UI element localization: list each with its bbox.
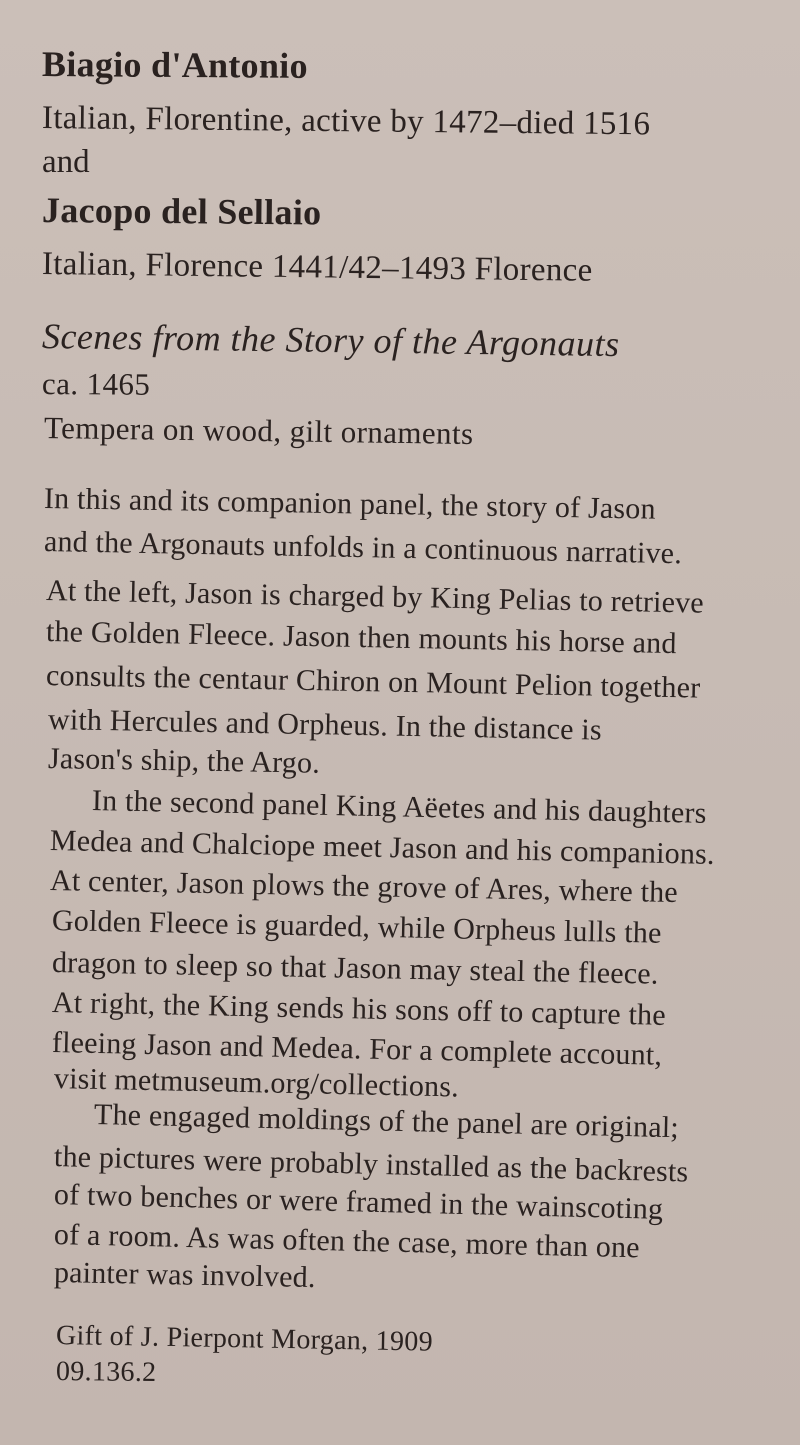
description-line-13: At right, the King sends his sons off to capture the (51, 986, 667, 1032)
description-line-19: of a room. As was often the case, more than one (53, 1218, 641, 1265)
description-line-11: Golden Fleece is guarded, while Orpheus lulls the (51, 904, 662, 950)
description-line-14: fleeing Jason and Medea. For a complete account, (51, 1026, 663, 1072)
artwork-medium: Tempera on wood, gilt ornaments (43, 410, 474, 451)
description-line-10: At center, Jason plows the grove of Ares, where the (49, 864, 679, 910)
description-line-6: with Hercules and Orpheus. In the distance is (47, 703, 603, 747)
description-line-4: the Golden Fleece. Jason then mounts his horse and (45, 615, 677, 661)
artist-name-2: Jacopo del Sellaio (41, 190, 322, 233)
accession-number: 09.136.2 (55, 1356, 157, 1389)
description-line-7: Jason's ship, the Argo. (47, 742, 321, 780)
description-line-16: The engaged moldings of the panel are original; (93, 1098, 680, 1145)
description-line-18: of two benches or were framed in the wainscoting (53, 1178, 664, 1226)
description-line-2: and the Argonauts unfolds in a continuous narrative. (43, 525, 683, 571)
description-line-20: painter was involved. (53, 1256, 316, 1295)
description-line-1: In this and its companion panel, the story of Jason (43, 482, 656, 526)
artist-name-1: Biagio d'Antonio (41, 44, 309, 86)
description-line-8: In the second panel King Aëetes and his daughters (91, 784, 707, 830)
artist-bio-2: Italian, Florence 1441/42–1493 Florence (41, 246, 593, 289)
artist-bio-1: Italian, Florentine, active by 1472–died 1516 (41, 100, 651, 143)
artwork-title: Scenes from the Story of the Argonauts (41, 316, 620, 365)
credit-line: Gift of J. Pierpont Morgan, 1909 (55, 1320, 434, 1358)
description-line-17: the pictures were probably installed as the backrests (53, 1140, 689, 1189)
description-line-9: Medea and Chalciope meet Jason and his companions. (49, 824, 716, 871)
artist-connector: and (42, 144, 90, 180)
description-line-15: visit metmuseum.org/collections. (53, 1062, 460, 1104)
description-line-5: consults the centaur Chiron on Mount Pelion together (45, 659, 701, 705)
artwork-date: ca. 1465 (41, 366, 151, 402)
description-line-3: At the left, Jason is charged by King Pelias to retrieve (45, 574, 705, 620)
description-line-12: dragon to sleep so that Jason may steal the fleece. (51, 946, 659, 991)
